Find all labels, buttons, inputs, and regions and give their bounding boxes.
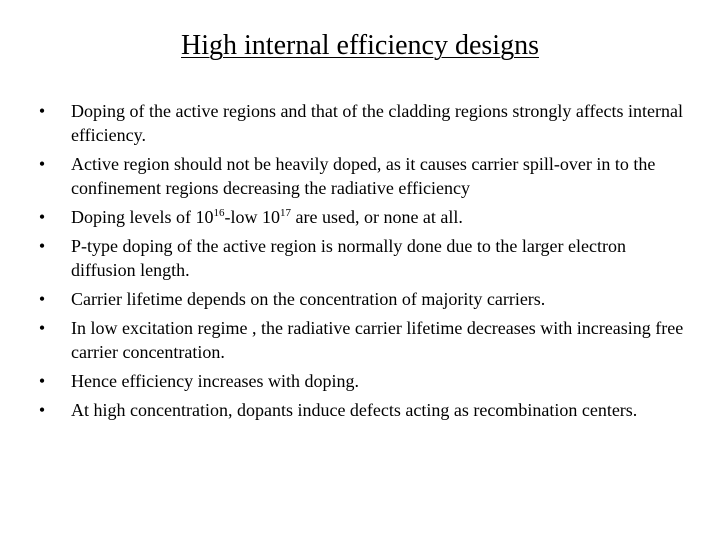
slide-title: High internal efficiency designs	[181, 30, 539, 61]
exponent-16: 16	[213, 207, 225, 219]
bullet-text: P-type doping of the active region is normally done due to the larger electron diffusion length.	[71, 236, 627, 280]
bullet-item	[36, 99, 686, 147]
bullet-marker: •	[38, 207, 46, 227]
bullet-marker: •	[38, 236, 46, 256]
bullet-text-doping-levels	[71, 205, 686, 229]
bullet-item	[36, 205, 686, 229]
bullet-item	[36, 287, 686, 311]
bullet-text: At high concentration, dopants induce defects acting as recombination centers.	[71, 400, 638, 420]
bullet-text: Carrier lifetime depends on the concentration of majority carriers.	[71, 289, 546, 309]
bullet-marker: •	[38, 318, 46, 338]
bullet-item	[36, 369, 686, 393]
bullet-item	[36, 316, 686, 364]
bullet-marker: •	[38, 400, 46, 420]
bullet-list	[36, 99, 686, 427]
bullet-text: Hence efficiency increases with doping.	[71, 371, 360, 391]
bullet-marker: •	[38, 101, 46, 121]
exponent-17: 17	[279, 207, 291, 219]
bullet-text: Active region should not be heavily doped, as it causes carrier spill-over in to the confinement regions decreasing the radiative efficiency	[71, 154, 656, 198]
bullet-text: In low excitation regime , the radiative carrier lifetime decreases with increasing free carrier concentration.	[71, 318, 684, 362]
bullet-item	[36, 398, 686, 422]
bullet-item	[36, 152, 686, 200]
bullet-text: Doping of the active regions and that of the cladding regions strongly affects internal efficiency.	[71, 101, 683, 145]
doping-text-part: are used, or none at all.	[290, 207, 463, 227]
bullet-marker: •	[38, 289, 46, 309]
doping-text-part: Doping levels of 10	[71, 207, 214, 227]
bullet-item	[36, 234, 686, 282]
doping-text-part: -low 10	[224, 207, 280, 227]
bullet-marker: •	[38, 371, 46, 391]
bullet-marker: •	[38, 154, 46, 174]
